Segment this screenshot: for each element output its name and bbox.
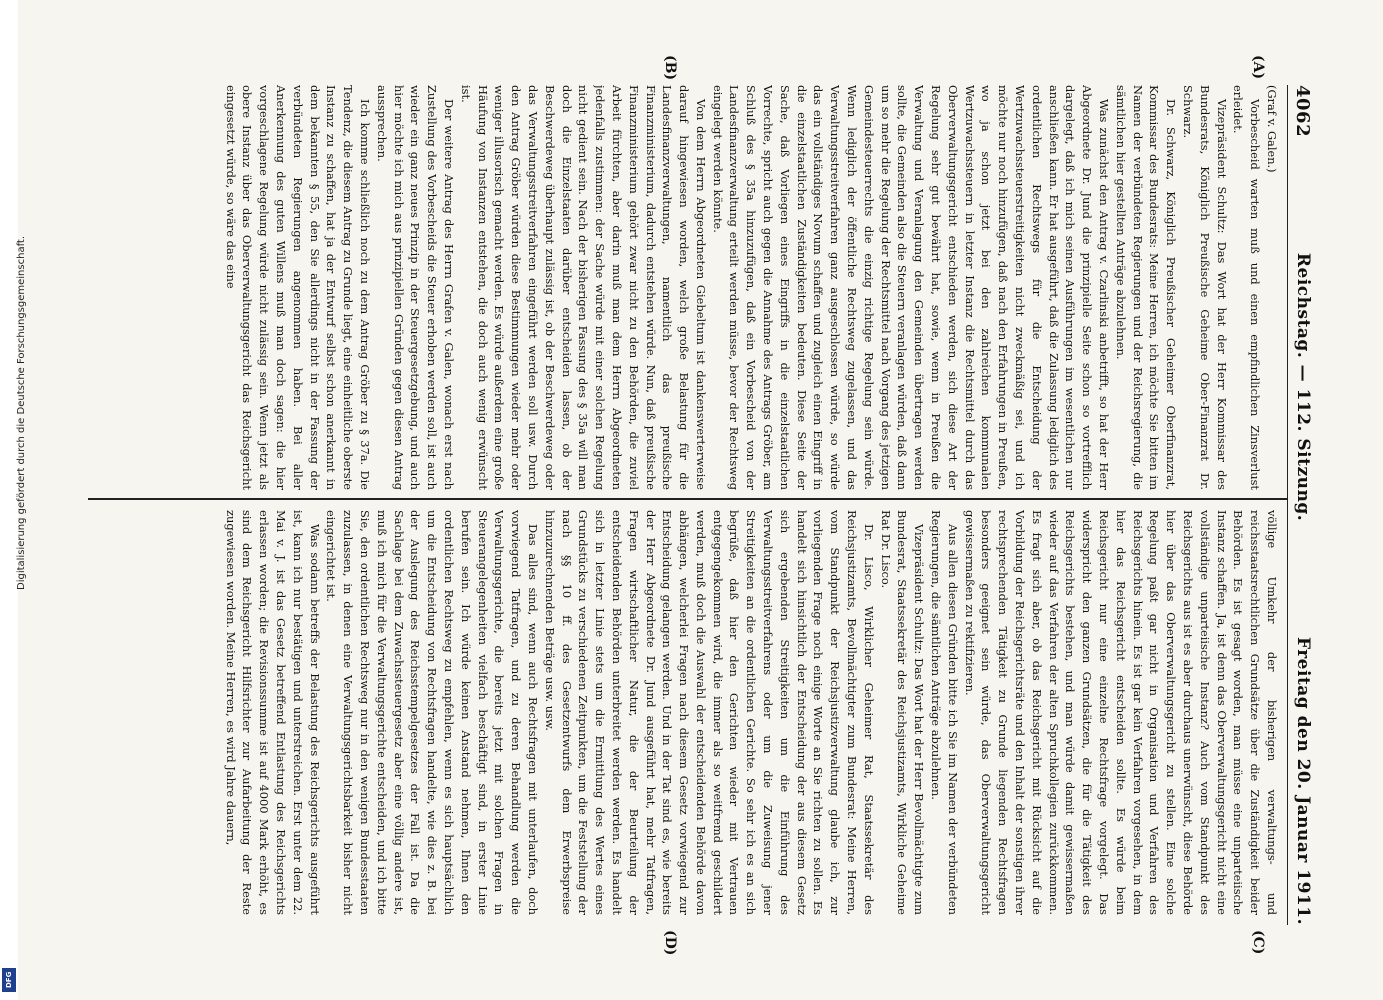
margin-mark-b: (B) <box>662 55 678 81</box>
paragraph: Dr. Lisco, Wirklicher Geheimer Rat, Staatssekretär des Reichsjustizamts, Bevollmächtigter zum Bundesrat: Meine Herren, vom Standpunkt der Reichsjustizverwaltung glaube ich, zur vorliegenden Frage noch einige Worte an Sie richten zu sollen. Es handelt sich hinsichtlich der Entscheidung der aus diesem Gesetz sich ergebenden Streitigkeiten um die Einführung des Verwaltungsstreitverfahrens oder um die Zuweisung jener Streitigkeiten an die ordentlichen Gerichte. So sehr ich es an sich begrüße, daß hier den Gerichten wieder mit Vertrauen entgegengekommen wird, die immer als so weitfremd geschildert werden, muß doch die Auswahl der entscheidenden Behörde davon abhängen, welcherlei Fragen nach diesem Gesetz vorwiegend zur Entscheidung gelangen werden. Und in der Tat sind es, wie bereits der Herr Abgeordnete Dr. Jund ausgeführt hat, mehr Tatfragen, Fragen wirtschaftlicher Natur, die der Beurteilung der entscheidenden Behörden unterbreitet werden werden. Es handelt sich in letzter Linie stets um die Ermittlung des Wertes eines Grundstücks zu verschiedenen Zeitpunkten, um die Feststellung der nach §§ 10 ff. des Gesetzentwurfs dem Erwerbspreise hinzuzurechnenden Beträge usw. usw. <box>542 510 876 915</box>
paragraph: Was zunächst den Antrag v. Czarlinski anbetrifft, so hat der Herr Abgeordnete Dr. Jund die prinzipielle Seite schon so vortrefflich dargelegt, daß ich mich seinen Ausführungen im wesentlichen nur anschließen kann. Er hat ausgeführt, daß die Zulassung lediglich des ordentlichen Rechtswegs für die Entscheidung der Wertzuwachssteuerstreitigkeiten nicht zweckmäßig sei, und ich möchte nur noch hinzufügen, daß nach den Erfahrungen in Preußen, wo ja schon jetzt bei den zahlreichen kommunalen Wertzuwachssteuern in letzter Instanz die Rechtsmittel durch das Oberverwaltungsgericht entschieden werden, sich diese Art der Regelung sehr gut bewährt hat, sowie, wenn in Preußen die Verwaltung und Veranlagung den Gemeinden übertragen werden sollte, die Gemeinden also die Steuern veranlagen würden, daß dann um so mehr die Regelung der Rechtsmittel nach Vorgang des jetzigen Gemeindesteuerrechts die einzig richtige Regelung sein würde. Wenn lediglich der öffentliche Rechtsweg zugelassen, und das Verwaltungsstreitverfahren ganz ausgeschlossen würde, so würde das ein vollständiges Novum schaffen und zugleich einen Eingriff in die einzelstaatlichen Zuständigkeiten bedeuten. Diese Seite der Sache, daß Vorliegen eines Eingriffs in die einzelstaatlichen Vorrechte, spricht auch gegen die Annahme des Antrags Gröber, am Schluß des § 35a hinzuzufügen, daß ein Vorbescheid von der Landesfinanzverwaltung erteilt werden müsse, bevor der Rechtsweg eingelegt werden könnte. <box>710 85 1112 490</box>
page-header <box>1287 85 1318 925</box>
left-column <box>90 85 1280 490</box>
session-date: Freitag den 20. Januar 1911. <box>1293 636 1313 925</box>
paragraph: Der weitere Antrag des Herrn Grafen v. Galen, wonach erst nach Zustellung des Vorbescheids die Steuer erhoben werden soll, ist auch wieder ein ganz neues Prinzip in der Steuergesetzgebung, und auch hier möchte ich mich aus prinzipiellen Gründen gegen diesen Antrag aussprechen. <box>374 85 456 490</box>
paragraph: Was sodann betreffs der Belastung des Reichsgerichts ausgeführt ist, kann ich nur bestätigen und unterstreichen. Erst unter dem 22. Mai v. J. ist das Gesetz betreffend Entlastung des Reichsgerichts erlassen worden; die Revisionssumme ist auf 4000 Mark erhöht, es sind dem Reichsgericht Hilfsrichter zur Aufarbeitung der Reste zugewiesen worden. Meine Herren, es wird Jahre dauern, <box>223 510 322 915</box>
margin-mark-a: (A) <box>1250 55 1266 80</box>
paragraph: Ich komme schließlich noch zu dem Antrag Gröber zu § 37a. Die Tendenz, die diesem Antrag zu Grunde liegt, eine einheitliche oberste Instanz zu schaffen, hat ja der Entwurf selbst schon anerkannt in dem bekannten § 55, den Sie allerdings nicht in der Fassung der verbündeten Regierungen angenommen haben. Bei aller Anerkennung des guten Willens muß man doch sagen: die hier vorgeschlagene Regelung würde nicht zulässig sein. Wenn jetzt als obere Instanz über das Oberverwaltungsgericht das Reichsgericht eingesetzt würde, so wäre das eine <box>223 85 372 490</box>
digitization-credit-text: Digitalisierung gefördert durch die Deutsche Forschungsgemeinschaft. <box>16 235 27 590</box>
margin-mark-c: (C) <box>1250 930 1266 955</box>
paragraph: Aus allen diesen Gründen bitte ich Sie im Namen der verbündeten Regierungen, die sämtlichen Anträge abzulehnen. <box>929 510 960 915</box>
paragraph: Vizepräsident Schultz: Das Wort hat der Herr Kommissar des Bundesrats, Königlich Preußische Geheime Ober-Finanzrat Dr. Schwarz. <box>1181 85 1229 490</box>
paragraph: Dr. Schwarz, Königlich Preußischer Geheimer Oberfinanzrat, Kommissar des Bundesrats: Meine Herren, ich möchte Sie bitten im Namen der verbündeten Regierungen und der Reichsregierung, die sämtlichen hier gestellten Anträge abzulehnen. <box>1113 85 1179 490</box>
paragraph: Vorbescheid warten muß und einen empfindlichen Zinsverlust erleidet. <box>1231 85 1263 490</box>
digitization-credit-strip <box>0 0 27 1000</box>
paragraph: Vizepräsident Schultz: Das Wort hat der Herr Bevollmächtigte zum Bundesrat, Staatssekretär des Reichsjustizamts, Wirkliche Geheime Rat Dr. Lisco. <box>878 510 927 915</box>
rotated-document <box>78 55 1318 956</box>
paragraph: Von dem Herrn Abgeordneten Giebeltum ist dankenswerterweise darauf hingewiesen worden, welch große Belastung für die Landesfinanzverwaltungen, namentlich das preußische Finanzministerium, dadurch entstehen würde. Nun, daß preußische Finanzministerium gehört zwar nicht zu den Behörden, die zuviel Arbeit fürchten, aber darin muß man dem Herrn Abgeordneten jedenfalls zustimmen: der Sache würde mit einer solchen Regelung nicht gedient sein. Nach der bisherigen Fassung des § 35a will man doch die Einzelstaaten darüber entscheiden lassen, ob der Beschwerdeweg überhaupt zulässig ist, ob der Beschwerdeweg oder das Verwaltungsstreitverfahren eingeführt werden soll usw. Durch den Antrag Gröber würden diese Bestimmungen wieder mehr oder weniger illusorisch gemacht werden. Es würde außerdem eine große Häufung von Instanzen entstehen, die doch auch wenig erwünscht ist. <box>458 85 708 490</box>
dfg-logo-icon: DFG <box>2 968 16 992</box>
paragraph: (Graf v. Galen.) <box>1265 85 1279 173</box>
right-column <box>90 510 1280 915</box>
paragraph: völlige Umkehr der bisherigen verwaltungs- und reichsstaatsrechtlichen Grundsätze über die Zuständigkeit beider Behörden. Es ist gesagt worden, man müsse eine unparteiische Instanz schaffen. Ja, ist denn das Oberverwaltungsgericht nicht eine vollständige unparteiische Instanz? Auch vom Standpunkt des Reichsgerichts aus ist es aber durchaus unerwünscht, diese Behörde hier über das Oberverwaltungsgericht zu stellen. Eine solche Regelung paßt gar nicht in Organisation und Verfahren des Reichsgerichts hinein. Es ist gar kein Verfahren vorgesehen, in dem hier das Reichsgericht entscheiden sollte. Es würde beim Reichsgericht nur eine einzelne Rechtsfrage vorgelegt. Das widerspricht den ganzen Grundsätzen, die für die Tätigkeit des Reichsgerichts bestehen, und man würde damit gewissermaßen wieder auf das Verfahren der alten Spruchkollegien zurückkommen. Es fragt sich aber, ob das Reichsgericht mit Rücksicht auf die Vorbildung der Reichsgerichtsräte und den Inhalt der sonstigen ihrer rechtsprechenden Tätigkeit zu Grunde liegenden Rechtsfragen besonders geeignet sein würde, das Oberverwaltungsgericht gewissermaßen zu rektifizieren. <box>962 510 1279 915</box>
column-divider <box>88 498 1288 500</box>
page-number: 4062 <box>1292 85 1314 138</box>
paragraph: Das alles sind, wenn auch Rechtsfragen mit unterlaufen, doch vorwiegend Tatfragen, und zu deren Behandlung werden die Verwaltungsgerichte, die bereits jetzt mit solchen Fragen in Steuerangelegenheiten vielfach beschäftigt sind, in erster Linie berufen sein. Ich würde keinen Anstand nehmen, Ihnen den ordentlichen Rechtsweg zu empfehlen, wenn es sich hauptsächlich um die Entscheidung von Rechtsfragen handelte, wie dies z. B. bei der Auslegung des Reichsstempelgesetzes der Fall ist. Da die Sachlage bei dem Zuwachssteuergesetz aber eine völlig andere ist, muß ich mich für die Verwaltungsgerichte entscheiden, und ich bitte Sie, den ordentlichen Rechtsweg nur in den wenigen Bundesstaaten zuzulassen, in denen eine Verwaltungsgerichtsbarkeit bisher nicht eingerichtet ist. <box>324 510 540 915</box>
session-title: Reichstag. — 112. Sitzung. <box>1293 252 1313 522</box>
margin-mark-d: (D) <box>662 930 678 956</box>
